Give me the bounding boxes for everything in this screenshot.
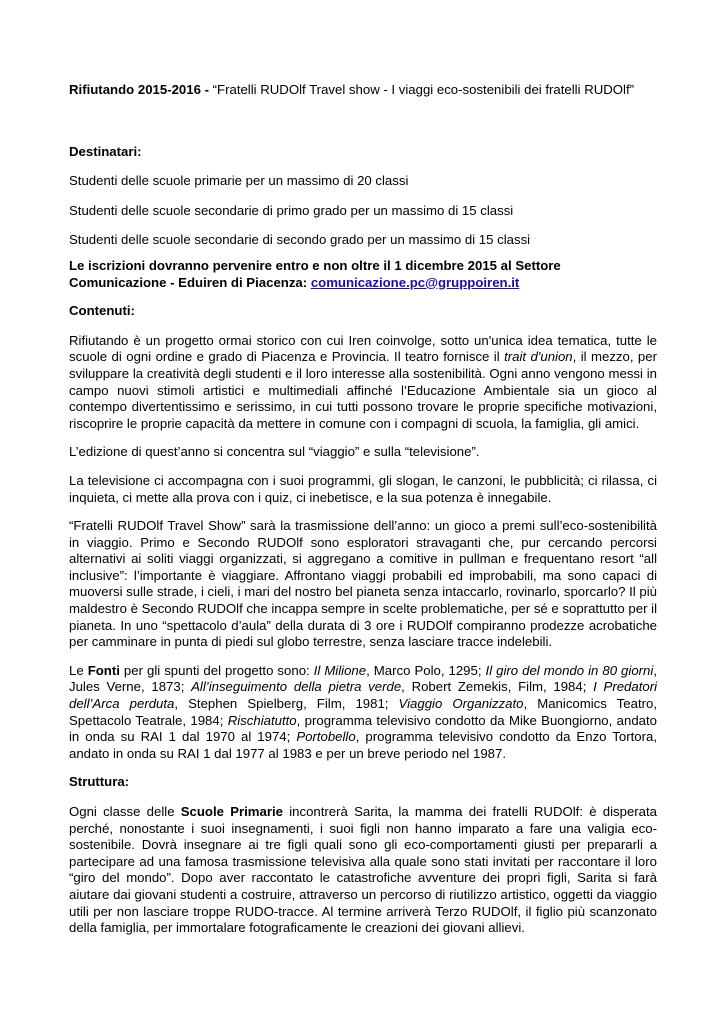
contenuti-heading: Contenuti:: [69, 303, 135, 319]
italic-run: Il Milione: [313, 662, 367, 678]
text-run: per gli spunti del progetto sono:: [119, 662, 314, 678]
text-run: , Stephen Spielberg, Film, 1981;: [174, 696, 399, 712]
text-run: , programma televisivo condotto da Enzo Tortora, andato in onda su RAI 1 dal 1977 al 1983 e per un breve periodo nel 1987.: [69, 729, 657, 761]
bold-run: Scuole Primarie: [180, 804, 283, 819]
text-run: , programma televisivo condotto da Mike Buongiorno, andato in onda su RAI 1 dal 1970 al 1974;: [69, 712, 657, 745]
contenuti-paragraph-1: [69, 333, 657, 433]
contenuti-paragraph-3: La televisione ci accompagna con i suoi programmi, gli slogan, le canzoni, le pubblicità; ci rilassa, ci inquieta, ci mette alla prova con i quiz, ci inebetisce, e la sua potenza è innegabile.: [69, 472, 657, 505]
text-run: Rifiutando è un progetto ormai storico con cui Iren coinvolge, sotto un'unica idea tematica, tutte le scuole di ogni ordine e grado di Piacenza e Provincia. Il teatro fornisce il: [69, 332, 657, 365]
struttura-paragraph: [69, 804, 657, 937]
text-run: Ogni classe delle: [69, 804, 181, 819]
text-run: , Marco Polo, 1295;: [366, 662, 486, 678]
text-run: , Manicomics Teatro, Spettacolo Teatrale, 1984;: [69, 696, 657, 728]
contenuti-paragraph-4: “Fratelli RUDOlf Travel Show” sarà la trasmissione dell’anno: un gioco a premi sull’eco-sostenibilità in viaggio. Primo e Secondo RUDOlf sono esploratori stravaganti che, pur cercando percorsi alternativi ai soliti viaggi organizzati, si aggregano a comitive in pullman e frequentano resort “all inclusive”: l’importante è viaggiare. Affrontano viaggi probabili ed improbabili, ma sono capaci di muoversi sulle strade, i cieli, i mari del nostro bel pianeta senza intaccarlo, rovinarlo, sporcarlo? Il più maldestro è Secondo RUDOlf che incappa sempre in scelte problematiche, per sé e soprattutto per il pianeta. In uno “spettacolo d’aula” della durata di 3 ore i RUDOlf compiranno prodezze acrobatiche per camminare in punta di piedi sul globo terrestre, senza lasciare tracce indelebili.: [69, 518, 657, 650]
title-bold: Rifiutando 2015-2016 -: [69, 82, 213, 97]
destinatari-heading: Destinatari:: [69, 143, 142, 159]
registration-notice-text: Le iscrizioni dovranno pervenire entro e non oltre il 1 dicembre 2015 al Settore Comunicazione - Eduiren di Piacenza:: [69, 257, 561, 290]
italic-run: Portobello: [296, 729, 356, 745]
text-run: , Robert Zemekis, Film, 1984;: [401, 679, 594, 695]
document-title: [69, 82, 657, 99]
text-run: Le: [69, 662, 88, 678]
text-run: , il mezzo, per sviluppare la creatività degli studenti e il loro interesse alla sostenibilità. Ogni anno vengono messi in campo nuovi stimoli artistici e multimediali affinché l’Educazione Ambientale sia un gioco al contempo divertentissimo e serissimo, in cui tutti possono trovare le proprie specifiche motivazioni, riscoprire le proprie capacità da mettere in comune con i compagni di scuola, la famiglia, gli amici.: [69, 349, 657, 431]
italic-run: All’inseguimento della pietra verde: [191, 679, 402, 695]
registration-notice: [69, 258, 657, 291]
bold-run: Fonti: [87, 662, 120, 678]
italic-run: I Predatori dell’Arca perduta: [69, 679, 658, 712]
destinatari-item-primarie: Studenti delle scuole primarie per un massimo di 20 classi: [69, 173, 409, 189]
destinatari-item-primo-grado: Studenti delle scuole secondarie di primo grado per un massimo di 15 classi: [69, 202, 514, 218]
contenuti-paragraph-2: L’edizione di quest’anno si concentra sul “viaggio” e sulla “televisione”.: [69, 444, 480, 460]
email-link[interactable]: comunicazione.pc@gruppoiren.it: [310, 274, 520, 290]
destinatari-item-secondo-grado: Studenti delle scuole secondarie di secondo grado per un massimo di 15 classi: [69, 232, 531, 248]
italic-run: Il giro del mondo in 80 giorni: [485, 662, 654, 678]
struttura-heading: Struttura:: [69, 774, 130, 790]
italic-run: Rischiatutto: [227, 712, 297, 728]
fonti-paragraph: [69, 663, 657, 763]
document-body: [69, 82, 657, 937]
text-run: , Jules Verne, 1873;: [69, 662, 657, 695]
title-rest: “Fratelli RUDOlf Travel show - I viaggi eco-sostenibili dei fratelli RUDOlf”: [212, 82, 635, 97]
italic-run: Viaggio Organizzato: [398, 696, 524, 712]
text-run: incontrerà Sarita, la mamma dei fratelli RUDOlf: è disperata perché, nonostante i suoi insegnamenti, i suoi figli non hanno imparato a fare una valigia eco-sostenibile. Dovrà insegnare ai tre figli quali sono gli eco-comportamenti giusti per prepararli a partecipare ad una famosa trasmissione televisiva alla quale sono stati invitati per raccontare il loro “giro del mondo”. Dopo aver raccontato le catastrofiche avventure dei propri figli, Sarita si farà aiutare dai giovani studenti a costruire, attraverso un percorso di riutilizzo artistico, oggetti da viaggio utili per non lasciare troppe RUDO-tracce. Al termine arriverà Terzo RUDOlf, il figlio più scanzonato della famiglia, per immortalare fotograficamente le creazioni dei giovani allievi.: [69, 804, 658, 936]
italic-run: trait d'union: [504, 349, 573, 365]
